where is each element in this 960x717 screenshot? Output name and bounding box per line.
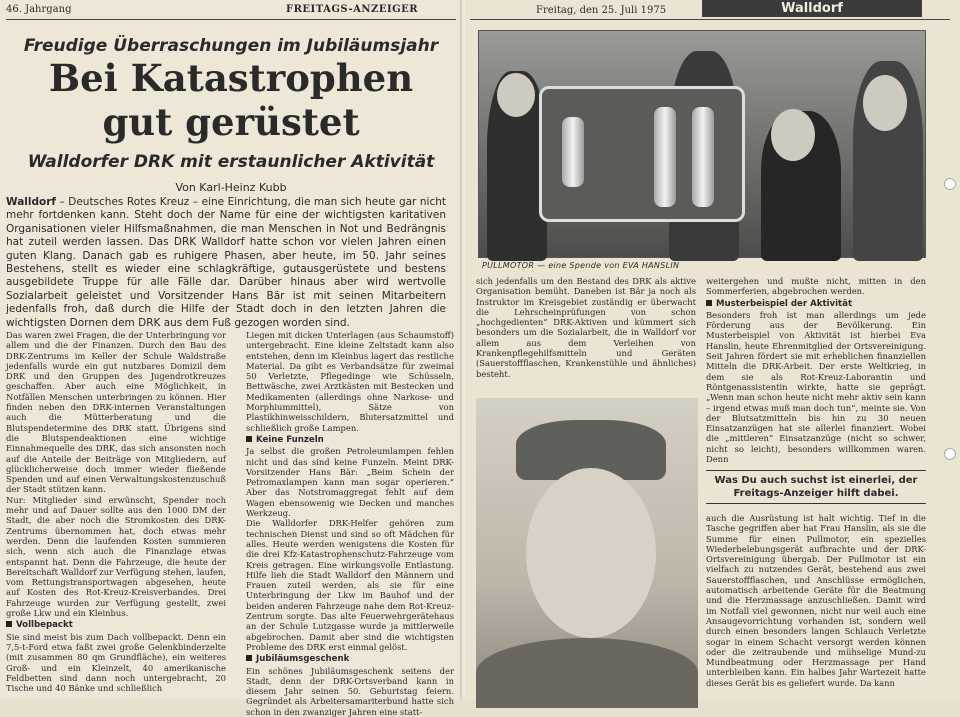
square-bullet-icon (246, 436, 252, 442)
article-kicker: Freudige Überraschungen im Jubiläumsjahr (23, 36, 439, 56)
section-heading-text: Vollbepackt (16, 620, 73, 631)
section-heading (246, 654, 454, 664)
paragraph: weitergehen und mußte nicht, mitten in den Sommerferien, abgebrochen werden. (706, 276, 926, 297)
article-column-2 (246, 330, 454, 717)
article-column-1 (6, 330, 226, 699)
article-lead (6, 196, 446, 330)
section-heading-text: Keine Funzeln (256, 434, 324, 445)
right-column-1 (476, 276, 696, 396)
paragraph: Nur: Mitglieder sind erwünscht, Spender noch mehr und auf Dauer sollte aus den 1000 DM der Stadt, die aber noch die Stromkosten des DRK-Zentrums übernommen hat, doch etwas mehr werden. Denn die laufenden Kosten summieren sich, wenn sich auch die Finanzlage etwas entspannt hat. Denn die Fahrzeuge, die heute der Bereitschaft Walldorf zur Verfügung stehen, laufen, vom Rettungstransportwagen abgesehen, heute auf Kosten des Rot-Kreuz-Kreisverbandes. Drei Fahrzeuge wurden zur Verfügung gestellt, zwei große Lkw und ein Kleinbus. (6, 494, 226, 619)
person-face (497, 73, 535, 117)
section-heading (706, 299, 926, 309)
paragraph: Liegen mit dicken Unterlagen (aus Schaumstoff) untergebracht. Eine kleine Zeltstadt kann also entstehen, denn im Kleinbus lagert das restliche Material. Da gibt es Verbandsätze für zweimal 50 Verletzte, Pflegedinge wie Schüsseln, Bettwäsche, zwei Arztkästen mit Bestecken und Medikamenten (allerdings ohne Narkose- und Morphiummittel), Sätze von Plastikhinweisschildern, Blutersatzmittel und schließlich große Lampen. (246, 330, 454, 433)
photo-caption: PULLMOTOR — eine Spende von EVA HANSLIN (482, 261, 680, 270)
paragraph: Die Walldorfer DRK-Helfer gehören zum technischen Dienst und sind so oft Mädchen für alles. Heute werden wenigstens die Kosten für die drei Kfz-Katastrophenschutz-Fahrzeuge vom Kreis getragen. Eine wirkungsvolle Entlastung. Hilfe lieh die Stadt Walldorf den Männern und Frauen zuteil werden, als sie für eine Unterbringung der Lkw im Bauhof und der beiden anderen Fahrzeuge nahe dem Rot-Kreuz-Zentrum sorgte. Das alte Feuerwehrgerätehaus an der Schule Lutzgasse wurde ja mittlerweile abgebrochen. Damit aber sind die wichtigsten Probleme des DRK erst einmal gelöst. (246, 518, 454, 652)
headline-line-1: Bei Katastrophen (48, 56, 414, 100)
section-heading-text: Musterbeispiel der Aktivität (716, 298, 853, 309)
portrait-face (526, 468, 656, 638)
paragraph: Ja selbst die großen Petroleumlampen fehlen nicht und das sind keine Funzeln. Meint DRK-Vorsitzender Hans Bär: „Beim Schein der Petromaxlampen kann man sogar operieren.“ Aber das Notstromaggregat fehlt auf dem Wagen ebensowenig wie Decken und manches Werkzeug. (246, 446, 454, 519)
oxygen-cylinder (654, 107, 676, 207)
section-heading (6, 620, 226, 630)
right-column-2 (706, 276, 926, 466)
oxygen-cylinder (562, 117, 584, 187)
volume-label: 46. Jahrgang (6, 4, 72, 15)
left-newspaper-page (0, 0, 462, 717)
section-tag: Walldorf (702, 0, 922, 17)
paragraph: Besonders froh ist man allerdings um jede Förderung aus der Bevölkerung. Ein Musterbeispiel von Aktivität ist hierbei Eva Hanslin, heute Ehrenmitglied der Ortsvereinigung. Seit Jahren fördert sie mit erheblichen finanziellen Mitteln die DRK-Arbeit. Der erste Weltkrieg, in dem sie als Rot-Kreuz-Laborantin und Röntgenassistentin wirkte, hatte sie geprägt. „Wenn man schon heute nicht mehr aktiv sein kann – irgend etwas muß man doch tun“, meinte sie. Von der Blutsatzmitteln bis hin zu 30 neuen Einsatzanzügen hat sie allerlei finanziert. Wobei die „mittleren“ Einsatzanzüge (nicht so schwer, nicht so leicht), besonders willkommen waren. Denn (706, 309, 926, 465)
article-byline: Von Karl-Heinz Kubb (175, 181, 287, 194)
square-bullet-icon (706, 300, 712, 306)
header-rule (6, 19, 456, 20)
article-subhead: Walldorfer DRK mit erstaunlicher Aktivität (27, 152, 435, 172)
pullmotor-photo (478, 30, 926, 258)
paragraph: Sie sind meist bis zum Dach vollbepackt. Denn ein 7,5-t-Ford etwa faßt zwei große Gelenkbinderzelte (mit zusammen 80 qm Grundfläche), ein weiteres Groß- und ein Kleinzelt, 40 amerikanische Feldbetten sind dann noch untergebracht, 20 Tische und 40 Bänke und schließlich (6, 631, 226, 694)
section-heading-text: Jubiläumsgeschenk (256, 654, 350, 665)
person-face (863, 75, 907, 131)
person-face (771, 109, 815, 161)
paragraph: sich jedenfalls um den Bestand des DRK als aktive Organisation bemüht. Daneben ist Bär ja noch als Instruktor im Kreisgebiet zuständig er überwacht die Lehrscheinprüfungen von schon „hochgedienten“ DRK-Aktiven und kümmert sich besonders um die Sozialarbeit, die in Walldorf vor allem aus dem Verleihen von Krankenpflegehilfsmitteln und Geräten (Sauerstoffflaschen, Krankenstühle und ähnliches) besteht. (476, 276, 696, 379)
punch-hole (944, 178, 956, 190)
square-bullet-icon (246, 655, 252, 661)
oxygen-cylinder (692, 107, 714, 207)
lead-text: – Deutsches Rotes Kreuz – eine Einrichtung, die man sich heute gar nicht mehr fortdenken kann. Steht doch der Name für eine der wichtigsten karitativen Organisationen vieler Hilfsmaßnahmen, die man Menschen in Not und Bedrängnis hat zuteil werden lassen. Das DRK Walldorf hatte schon vor vielen Jahren einen guten Klang. Danach gab es ruhigere Phasen, aber heute, im 50. Jahr seines Bestehens, stellt es wieder eine schlagkräftige, gutausgerüstete und bestens ausgebildete Truppe für alle Fälle dar. Darüber hinaus aber wird wertvolle Sozialarbeit geleistet und Vorsitzender Hans Bär ist mit seinen Mitarbeitern jedenfalls froh, daß durch die Hilfe der Stadt doch in den letzten Jahren die wichtigsten Dornen dem DRK aus dem Fuß gezogen worden sind. (6, 196, 446, 329)
header-rule (470, 19, 950, 20)
paragraph: auch die Ausrüstung ist halt wichtig. Tief in die Tasche gegriffen aber hat Frau Hanslin, als sie die Summe für einen Pullmotor, ein spezielles Wiederbelebungsgerät aufbrachte und der DRK-Ortsvereinigung übergab. Der Pullmotor ist ein vielfach zu nutzendes Gerät, bestehend aus zwei Sauerstoffflaschen, und Anschlüsse ermöglichen, automatisch arbeitende Geräte für die Beatmung und die Herzmassage anzuschließen. Damit wird im Notfall viel gewonnen, nicht nur weil auch eine Ansaugevorrichtung vorhanden ist, sondern weil durch einen besonders langen Schlauch Verletzte sogar in einem Schacht versorgt werden können oder die zeitraubende und mühselige Mund-zu Mundbeatmung oder Herzmassage per Hand unterbleiben kann. Ein halbes Jahr Wartezeit hatte dieses Gerät bis es geliefert wurde. Da kann (706, 513, 926, 688)
paragraph: Das waren zwei Fragen, die der Unterbringung vor allem und die der Finanzen. Durch den Bau des DRK-Zentrums im Keller der Schule Waldstraße jedenfalls wurde ein gut nutzbares Domizil dem DRK und den Gruppen des Jugendrotkreuzes geschaffen. Aber auch eine Möglichkeit, in Notfällen Menschen unterbringen zu können. Hier finden neben den DRK-internen Veranstaltungen auch die Mütterberatung und die Blutspendetermine des DRK statt. Übrigens sind die Blutspendeaktionen eine wichtige Einnahmequelle des DRK, das sich ansonsten noch auf die Anteile der Beiträge von Mitgliedern, auf glücklicherweise doch immer wieder fließende Spenden und auf einen Verwaltungskostenzuschuß der Stadt stützen kann. (6, 330, 226, 495)
page-header (6, 4, 454, 18)
article-headline (0, 56, 462, 144)
headline-line-2: gut gerüstet (102, 100, 360, 144)
advert-box: Was Du auch suchst ist einerlei, der Freitags-Anzeiger hilft dabei. (706, 470, 926, 504)
page-dateline: Freitag, den 25. Juli 1975 (536, 5, 667, 16)
square-bullet-icon (6, 621, 12, 627)
newspaper-name: FREITAGS-ANZEIGER (286, 4, 419, 15)
paragraph: Ein schönes Jubiläumsgeschenk seitens der Stadt, denn der DRK-Ortsverband kann in diesem Jahr seinen 50. Geburtstag feiern. Gegründet als Arbeitersamariterbund hatte sich schon in den zwanziger Jahren eine statt- (246, 665, 454, 717)
portrait-photo (476, 398, 698, 699)
right-column-3 (706, 513, 926, 699)
right-newspaper-page (466, 0, 960, 699)
section-heading (246, 435, 454, 445)
pullmotor-device (539, 86, 745, 222)
lead-place: Walldorf (6, 196, 56, 208)
punch-hole (944, 448, 956, 460)
shoulders (476, 638, 698, 708)
